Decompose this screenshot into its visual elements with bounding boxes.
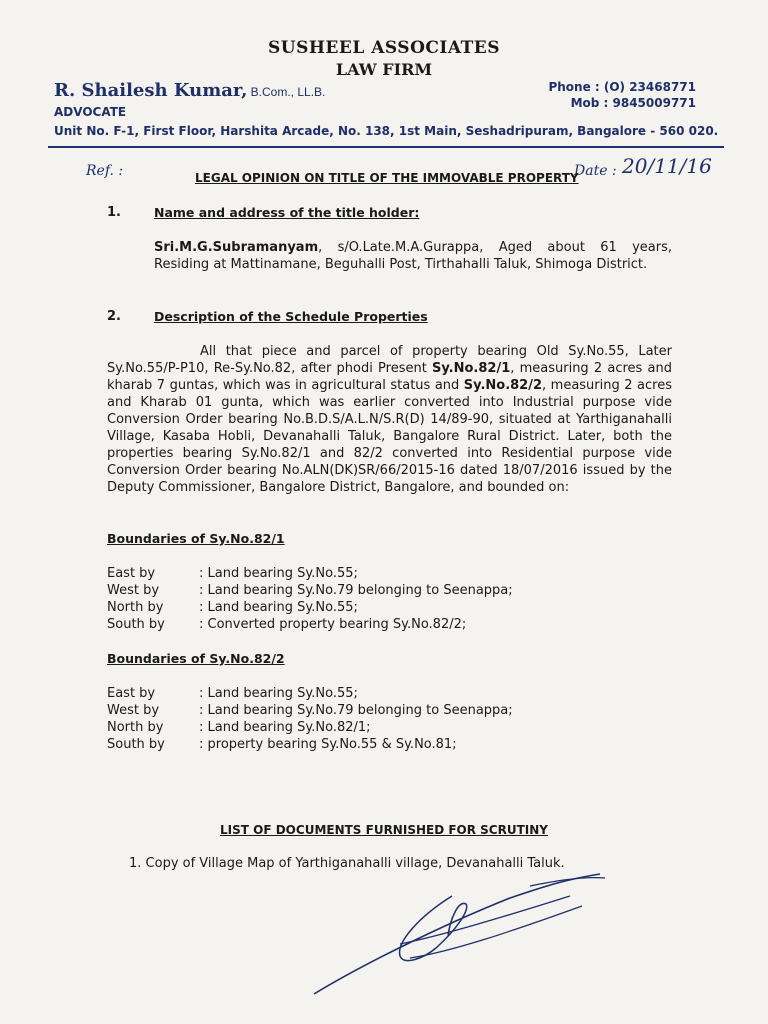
boundary-description: : Land bearing Sy.No.79 belonging to Seenappa; (199, 583, 513, 598)
section-1-number: 1. (107, 205, 121, 220)
boundary-description: : Land bearing Sy.No.55; (199, 686, 358, 701)
section-2-heading: Description of the Schedule Properties (154, 309, 428, 324)
boundary-description: : property bearing Sy.No.55 & Sy.No.81; (199, 737, 457, 752)
ref-label: Ref. : (86, 163, 124, 179)
boundary-direction: East by (107, 566, 156, 581)
property-description (107, 343, 672, 496)
section-2-number: 2. (107, 309, 121, 324)
boundary-row (107, 736, 457, 753)
mobile-number: Mob : 9845009771 (570, 96, 696, 110)
survey-number-82-1: Sy.No.82/1 (432, 361, 511, 376)
boundary-direction: North by (107, 720, 164, 735)
advocate-signature (300, 866, 620, 1006)
desc-part-e: , measuring 2 acres and Kharab 01 gunta, which was earlier converted into Industrial purpose vide Conversion Order bearing No.B.D.S/A.L.N/S.R(D) 14/89-90, situated at Yarthiganahalli Village, Kasaba Hobli, Devanahalli Taluk, Bangalore Rural District. Later, both the properties bearing Sy.No.82/1 and 82/2 converted into Residential purpose vide Conversion Order bearing No.ALN(DK)SR/66/2015-16 dated 18/07/2016 issued by the Deputy Commissioner, Bangalore District, Bangalore, and bounded on: (107, 378, 672, 495)
phone-number: Phone : (O) 23468771 (548, 80, 696, 94)
documents-heading: LIST OF DOCUMENTS FURNISHED FOR SCRUTINY (220, 823, 548, 837)
boundary-row (107, 582, 513, 599)
survey-number-82-2: Sy.No.82/2 (463, 378, 543, 393)
boundary-description: : Land bearing Sy.No.79 belonging to Seenappa; (199, 703, 513, 718)
designation: ADVOCATE (54, 105, 127, 119)
boundary-row (107, 685, 358, 702)
section-1-heading: Name and address of the title holder: (154, 205, 420, 220)
desc-part-c: , measuring 2 acres and kharab 7 guntas, which was in agricultural status and (107, 361, 673, 393)
desc-part-a: All that piece and parcel of property bearing Old Sy.No.55, Later Sy.No.55/P-P10, Re-Sy.No.82, after phodi Present (107, 344, 672, 376)
boundaries-82-2-heading: Boundaries of Sy.No.82/2 (107, 651, 285, 666)
boundaries-82-1-heading: Boundaries of Sy.No.82/1 (107, 531, 285, 546)
boundary-direction: West by (107, 583, 160, 598)
document-title: LEGAL OPINION ON TITLE OF THE IMMOVABLE PROPERTY (195, 171, 579, 185)
boundary-row (107, 702, 513, 719)
boundary-row (107, 616, 466, 633)
holder-details: , s/O.Late.M.A.Gurappa, Aged about 61 years, Residing at Mattinamane, Beguhalli Post, Tirthahalli Taluk, Shimoga District. (154, 240, 672, 272)
office-address: Unit No. F-1, First Floor, Harshita Arcade, No. 138, 1st Main, Seshadripuram, Bangalore - 560 020. (54, 124, 719, 138)
boundary-direction: South by (107, 737, 165, 752)
boundary-description: : Land bearing Sy.No.55; (199, 600, 358, 615)
boundary-direction: North by (107, 600, 164, 615)
holder-name: Sri.M.G.Subramanyam (154, 240, 319, 255)
boundary-description: : Land bearing Sy.No.55; (199, 566, 358, 581)
boundary-direction: South by (107, 617, 165, 632)
date-label: Date : (574, 163, 617, 179)
boundary-description: : Converted property bearing Sy.No.82/2; (199, 617, 467, 632)
boundary-direction: West by (107, 703, 160, 718)
boundary-row (107, 599, 358, 616)
boundary-direction: East by (107, 686, 156, 701)
advocate-name-text: R. Shailesh Kumar, (54, 80, 248, 101)
firm-type: LAW FIRM (335, 60, 433, 79)
letterhead-divider (48, 146, 724, 148)
boundary-description: : Land bearing Sy.No.82/1; (199, 720, 371, 735)
contact-block (548, 79, 696, 111)
document-list-item: 1. Copy of Village Map of Yarthiganahalli village, Devanahalli Taluk. (129, 856, 565, 871)
boundary-row (107, 719, 371, 736)
boundary-row (107, 565, 358, 582)
title-holder-details (154, 239, 672, 273)
advocate-name (54, 80, 325, 101)
firm-name: SUSHEEL ASSOCIATES (267, 38, 501, 58)
qualifications: B.Com., LL.B. (247, 85, 326, 99)
handwritten-date: 20/11/16 (622, 154, 712, 178)
